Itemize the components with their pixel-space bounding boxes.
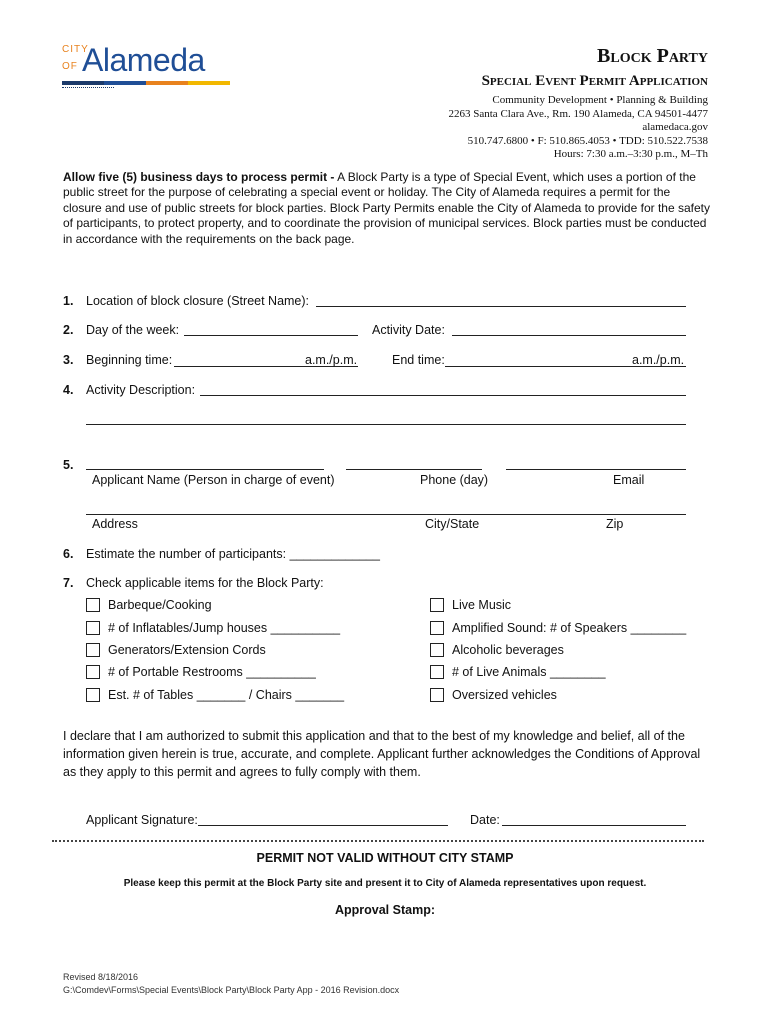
email-label: Email [613,473,645,487]
logo-of-text: OF [62,61,78,72]
applicant-name-input[interactable] [86,469,324,470]
website-line: alamedaca.gov [642,121,708,133]
activity-date-label: Activity Date: [372,323,445,337]
permit-notice: PERMIT NOT VALID WITHOUT CITY STAMP [256,851,514,865]
date-label: Date: [470,813,500,827]
item-6-number: 6. [63,547,74,561]
inflatables-checkbox[interactable] [86,621,100,635]
alcohol-checkbox[interactable] [430,643,444,657]
item-3-number: 3. [63,353,74,367]
revised-date: Revised 8/18/2016 [63,972,139,982]
oversized-vehicles-checkbox[interactable] [430,688,444,702]
amplified-sound-checkbox[interactable] [430,621,444,635]
item-4-number: 4. [63,383,74,397]
address-label: Address [92,517,138,531]
amplified-sound-label: Amplified Sound: # of Speakers ________ [452,621,687,635]
description-label: Activity Description: [86,383,196,397]
declaration-paragraph: I declare that I am authorized to submit this application and that to the best of my knowledge and belief, all of the information given herein is true, accurate, and complete. Applicant further acknowledges the Conditions of Approval as they apply to this permit and agrees to fully comply with them. [63,729,701,779]
tables-checkbox[interactable] [86,688,100,702]
phone-input[interactable] [346,469,482,470]
alcohol-label: Alcoholic beverages [452,643,564,657]
live-animals-label: # of Live Animals ________ [452,665,606,679]
day-label: Day of the week: [86,323,180,337]
signature-input[interactable] [198,825,448,826]
barbeque-checkbox[interactable] [86,598,100,612]
zip-label: Zip [606,517,624,531]
file-path: G:\Comdev\Forms\Special Events\Block Party\Block Party App - 2016 Revision.docx [63,985,400,995]
logo-dots [62,87,114,88]
generators-label: Generators/Extension Cords [108,643,266,657]
phone-line: 510.747.6800 • F: 510.865.4053 • TDD: 510.522.7538 [467,134,708,147]
email-input[interactable] [506,469,686,470]
intro-text: A Block Party is a type of Special Event, which uses a portion of the public street for the purpose of celebrating a special event or holiday. The City of Alameda requires a permit for the closure and use of public streets for block parties. Block Party Permits enable the City of Alameda to provide for the safety of participants, to protect property, and to coordinate the provision of municipal services. Block parties must be conducted in accordance with the requirements on the back page. [63,170,710,246]
description-input[interactable] [200,395,686,396]
begin-ampm: a.m./p.m. [305,353,358,367]
day-input[interactable] [184,335,358,336]
barbeque-label: Barbeque/Cooking [108,598,212,612]
begin-time-label: Beginning time: [86,353,173,367]
inflatables-label: # of Inflatables/Jump houses __________ [108,621,341,635]
live-animals-checkbox[interactable] [430,665,444,679]
end-time-label: End time: [392,353,445,367]
city-logo [60,40,232,90]
location-label: Location of block closure (Street Name): [86,294,310,308]
header-block [449,44,709,162]
tables-label: Est. # of Tables _______ / Chairs _______ [108,688,345,702]
keep-permit-note: Please keep this permit at the Block Party site and present it to City of Alameda representatives upon request. [123,878,647,889]
description-input-2[interactable] [86,424,686,425]
dept-line: Community Development • Planning & Building [492,94,708,106]
item-7-number: 7. [63,576,74,590]
participants-label[interactable]: Estimate the number of participants: _____________ [86,547,380,561]
logo-alameda-text: Alameda [82,42,205,78]
restrooms-checkbox[interactable] [86,665,100,679]
item-5-number: 5. [63,458,74,472]
item-2-number: 2. [63,323,74,337]
location-input[interactable] [316,306,686,307]
oversized-vehicles-label: Oversized vehicles [452,688,557,702]
address-input[interactable] [86,514,686,515]
signature-label: Applicant Signature: [86,813,198,827]
hours-line: Hours: 7:30 a.m.–3:30 p.m., M–Th [553,148,708,160]
item-1-number: 1. [63,294,74,308]
logo-bar [62,81,230,85]
check-items-label: Check applicable items for the Block Party: [86,576,324,590]
dotted-divider [52,840,704,842]
intro-paragraph [63,170,711,247]
logo-city-text: CITY [62,44,89,55]
date-input[interactable] [502,825,686,826]
end-ampm: a.m./p.m. [632,353,685,367]
intro-bold: Allow five (5) business days to process permit - [63,170,335,184]
live-music-label: Live Music [452,598,512,612]
form-title: Block Party [597,45,708,67]
generators-checkbox[interactable] [86,643,100,657]
applicant-name-label: Applicant Name (Person in charge of event) [92,473,335,487]
address-line: 2263 Santa Clara Ave., Rm. 190 Alameda, CA 94501-4477 [448,107,708,120]
phone-label: Phone (day) [420,473,489,487]
form-subtitle: Special Event Permit Application [481,73,708,89]
restrooms-label: # of Portable Restrooms __________ [108,665,316,679]
activity-date-input[interactable] [452,335,686,336]
city-state-label: City/State [425,517,480,531]
approval-stamp-label: Approval Stamp: [334,903,435,917]
live-music-checkbox[interactable] [430,598,444,612]
